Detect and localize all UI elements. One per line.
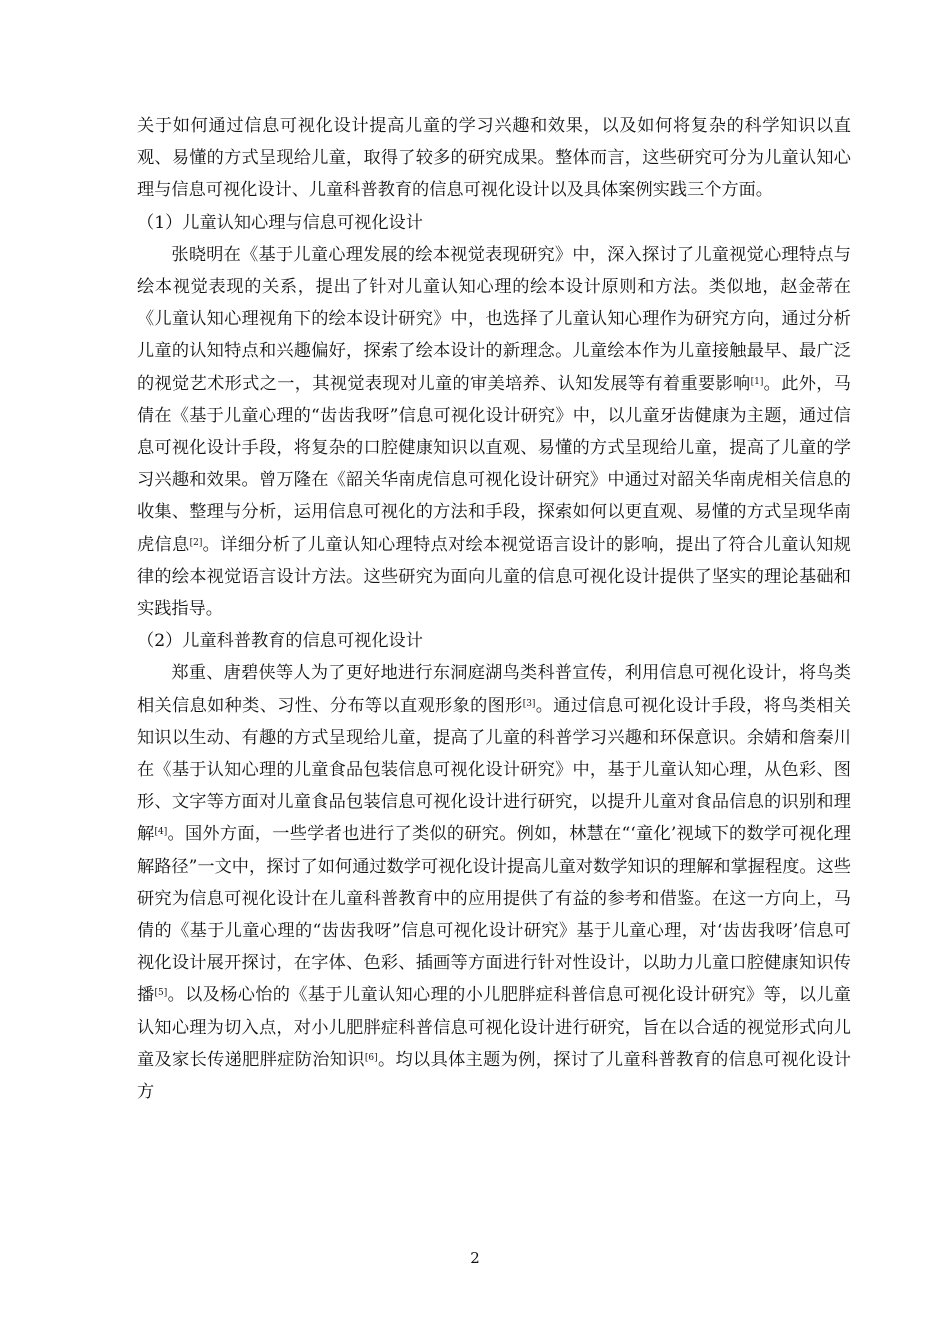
body-text <box>137 110 851 1108</box>
paragraph-text: 张晓明在《基于儿童心理发展的绘本视觉表现研究》中，深入探讨了儿童视觉心理特点与绘本视觉表现的关系，提出了针对儿童认知心理的绘本设计原则和方法。类似地，赵金蒂在《儿童认知心理视角下的绘本设计研究》中，也选择了儿童认知心理作为研究方向，通过分析儿童的认知特点和兴趣偏好，探索了绘本设计的新理念。儿童绘本作为儿童接触最早、最广泛的视觉艺术形式之一，其视觉表现对儿童的审美培养、认知发展等有着重要影响 <box>137 244 851 394</box>
paragraph-text: 。此外，马倩在《基于儿童心理的“齿齿我呀”信息可视化设计研究》中，以儿童牙齿健康为主题，通过信息可视化设计手段，将复杂的口腔健康知识以直观、易懂的方式呈现给儿童，提高了儿童的学习兴趣和效果。曾万隆在《韶关华南虎信息可视化设计研究》中通过对韶关华南虎相关信息的收集、整理与分析，运用信息可视化的方法和手段，探索如何以更直观、易懂的方式呈现华南虎信息 <box>137 373 851 555</box>
paragraph-text: 。均以具体主题为例，探讨了儿童科普教育的信息可视化设计方 <box>137 1049 851 1103</box>
citation-ref-6[interactable]: [6] <box>364 1052 378 1063</box>
paragraph-intro: 关于如何通过信息可视化设计提高儿童的学习兴趣和效果，以及如何将复杂的科学知识以直观、易懂的方式呈现给儿童，取得了较多的研究成果。整体而言，这些研究可分为儿童认知心理与信息可视化设计、儿童科普教育的信息可视化设计以及具体案例实践三个方面。 <box>137 116 851 201</box>
page-number: 2 <box>470 1249 480 1267</box>
citation-ref-4[interactable]: [4] <box>154 827 168 838</box>
paragraph-science-education <box>137 657 851 1108</box>
paragraph-text: 郑重、唐碧侠等人为了更好地进行东洞庭湖鸟类科普宣传，利用信息可视化设计，将鸟类相关信息如种类、习性、分布等以直观形象的图形 <box>137 663 851 716</box>
paragraph-text: 。以及杨心怡的《基于儿童认知心理的小儿肥胖症科普信息可视化设计研究》等，以儿童认知心理为切入点，对小儿肥胖症科普信息可视化设计进行研究，旨在以合适的视觉形式向儿童及家长传递肥胖症防治知识 <box>137 985 851 1070</box>
citation-ref-1[interactable]: [1] <box>750 376 764 387</box>
section-heading-cognitive-psychology: （1）儿童认知心理与信息可视化设计 <box>137 212 423 233</box>
paragraph-cognitive-psychology <box>137 239 851 625</box>
citation-ref-2[interactable]: [2] <box>189 537 203 548</box>
paragraph-text: 。详细分析了儿童认知心理特点对绘本视觉语言设计的影响，提出了符合儿童认知规律的绘本视觉语言设计方法。这些研究为面向儿童的信息可视化设计提供了坚实的理论基础和实践指导。 <box>137 534 851 620</box>
paragraph-text: 。通过信息可视化设计手段，将鸟类相关知识以生动、有趣的方式呈现给儿童，提高了儿童的科普学习兴趣和环保意识。余婧和詹秦川在《基于认知心理的儿童食品包装信息可视化设计研究》中，基于儿童认知心理，从色彩、图形、文字等方面对儿童食品包装信息可视化设计进行研究，以提升儿童对食品信息的识别和理解 <box>137 695 851 845</box>
paragraph-text: 。国外方面，一些学者也进行了类似的研究。例如，林慧在“‘童化’视域下的数学可视化理解路径”一文中，探讨了如何通过数学可视化设计提高儿童对数学知识的理解和掌握程度。这些研究为信息可视化设计在儿童科普教育中的应用提供了有益的参考和借鉴。在这一方向上，马倩的《基于儿童心理的“齿齿我呀”信息可视化设计研究》基于儿童心理，对‘齿齿我呀’信息可视化设计展开探讨，在字体、色彩、插画等方面进行针对性设计，以助力儿童口腔健康知识传播 <box>137 824 851 1006</box>
section-heading-science-education: （2）儿童科普教育的信息可视化设计 <box>137 631 423 652</box>
citation-ref-5[interactable]: [5] <box>154 988 168 999</box>
citation-ref-3[interactable]: [3] <box>522 698 536 709</box>
